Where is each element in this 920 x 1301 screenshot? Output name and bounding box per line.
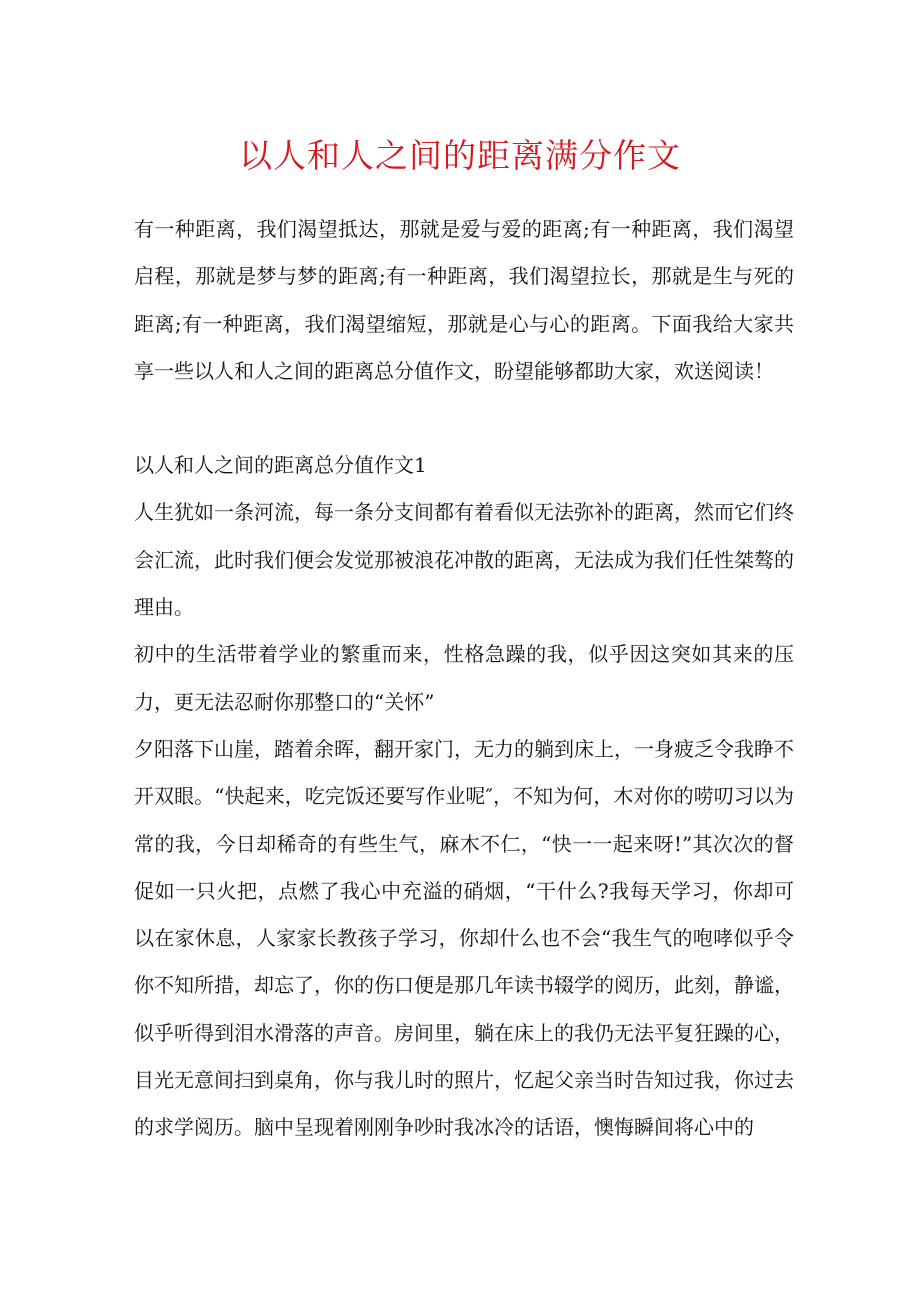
body-paragraph-1: 人生犹如一条河流，每一条分支间都有着看似无法弥补的距离，然而它们终会汇流，此时我们便会发觉那被浪花冲散的距离，无法成为我们任性桀骜的理由。 bbox=[134, 500, 794, 620]
body-paragraph-2: 初中的生活带着学业的繁重而来，性格急躁的我，似乎因这突如其来的压力，更无法忍耐你那整口的“关怀” bbox=[134, 642, 794, 714]
document-body bbox=[134, 206, 794, 1152]
document-title: 以人和人之间的距离满分作文 bbox=[239, 136, 681, 175]
intro-paragraph: 有一种距离，我们渴望抵达，那就是爱与爱的距离;有一种距离，我们渴望启程，那就是梦与梦的距离;有一种距离，我们渴望拉长，那就是生与死的距离;有一种距离，我们渴望缩短，那就是心与心的距离。下面我给大家共享一些以人和人之间的距离总分值作文，盼望能够都助大家，欢送阅读！ bbox=[134, 217, 794, 383]
section-heading: 以人和人之间的距离总分值作文1 bbox=[134, 453, 427, 478]
body-paragraph-3: 夕阳落下山崖，踏着余晖，翻开家门，无力的躺到床上，一身疲乏令我睁不开双眼。“快起来，吃完饭还要写作业呢″，不知为何，木对你的唠叨习以为常的我，今日却稀奇的有些生气，麻木不仁，“快一一起来呀!”其次次的督促如一只火把，点燃了我心中充溢的硝烟，“干什么?我每天学习，你却可以在家休息，人家家长教孩子学习，你却什么也不会“我生气的咆哮似乎令你不知所措，却忘了，你的伤口便是那几年读书辍学的阅历，此刻，静谧，似乎听得到泪水滑落的声音。房间里，躺在床上的我仍无法平复狂躁的心，目光无意间扫到桌角，你与我儿时的照片，忆起父亲当时告知过我，你过去的求学阅历。脑中呈现着刚刚争吵时我冰冷的话语，懊悔瞬间将心中的 bbox=[134, 736, 794, 1140]
paragraph-gap bbox=[134, 395, 794, 442]
